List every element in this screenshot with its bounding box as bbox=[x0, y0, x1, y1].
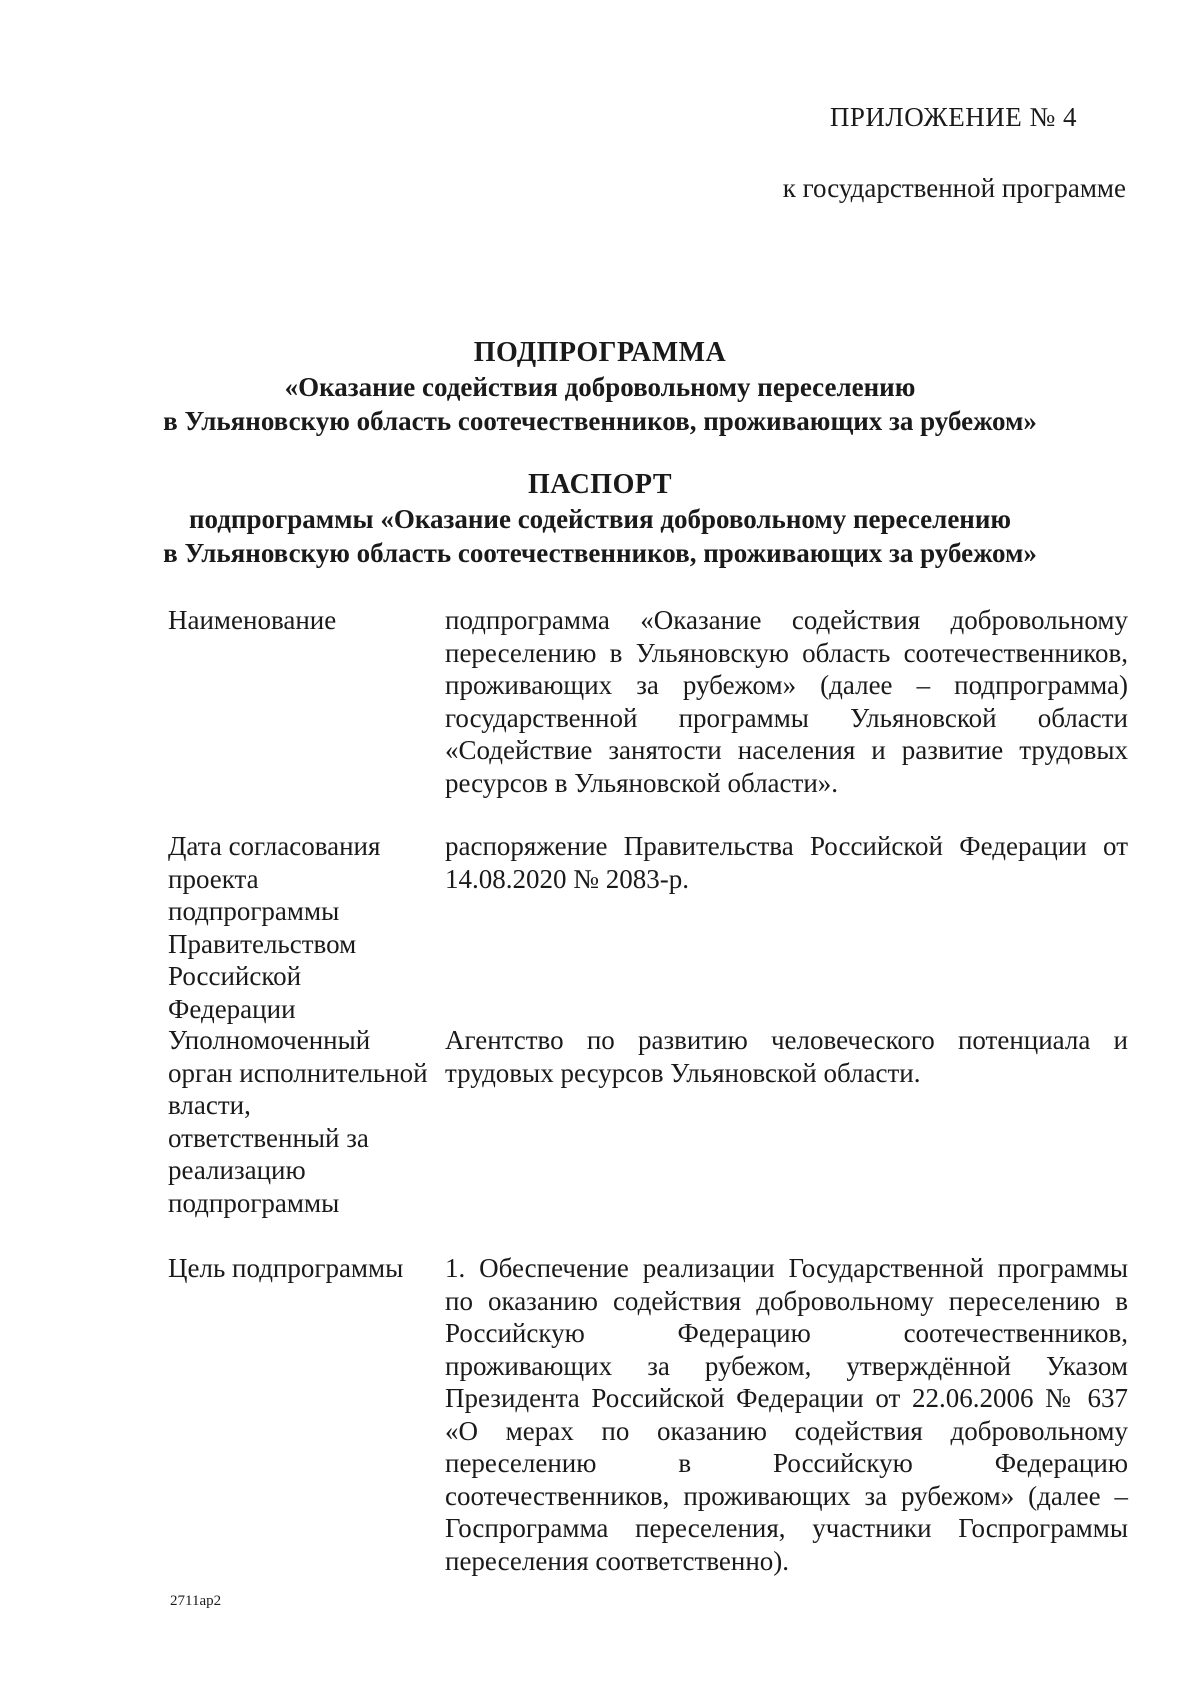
subprogram-title-line-3: в Ульяновскую область соотечественников, проживающих за рубежом» bbox=[163, 406, 1037, 436]
row-value: распоряжение Правительства Российской Федерации от 14.08.2020 № 2083-р. bbox=[445, 831, 1128, 894]
row-label: Уполномоченный орган исполнительной власти, ответственный за реализацию подпрограммы bbox=[168, 1025, 428, 1218]
row-value: Агентство по развитию человеческого потенциала и трудовых ресурсов Ульяновской области. bbox=[445, 1025, 1128, 1088]
row-label: Наименование bbox=[168, 605, 337, 635]
passport-heading: ПАСПОРТ bbox=[527, 469, 672, 500]
row-value: подпрограмма «Оказание содействия добровольному переселению в Ульяновскую область соотечественников, проживающих за рубежом» (далее – подпрограмма) государственной программы Ульяновской области «Содействие занятости населения и развитие трудовых ресурсов в Ульяновской области». bbox=[445, 605, 1128, 798]
subprogram-title-line-2: «Оказание содействия добровольному переселению bbox=[284, 372, 916, 402]
document-code: 2711ap2 bbox=[170, 1593, 222, 1609]
subprogram-heading: ПОДПРОГРАММА bbox=[473, 337, 727, 368]
appendix-number: ПРИЛОЖЕНИЕ № 4 bbox=[829, 102, 1077, 132]
subprogram-title bbox=[0, 336, 1200, 438]
passport-title-line-3: в Ульяновскую область соотечественников, проживающих за рубежом» bbox=[163, 538, 1037, 568]
row-label: Дата согласования проекта подпрограммы Правительством Российской Федерации bbox=[168, 831, 381, 1024]
row-value: 1. Обеспечение реализации Государственной программы по оказанию содействия добровольному переселению в Российскую Федерацию соотечественников, проживающих за рубежом, утверждённой Указом Президента Российской Федерации от 22.06.2006 № 637 «О мерах по оказанию содействия добровольному переселению в Российскую Федерацию соотечественников, проживающих за рубежом» (далее – Госпрограмма переселения, участники Госпрограммы переселения соответственно). bbox=[445, 1253, 1128, 1576]
passport-title-line-2: подпрограммы «Оказание содействия добровольному переселению bbox=[188, 504, 1012, 534]
appendix-subtitle: к государственной программе bbox=[782, 173, 1126, 203]
passport-title bbox=[0, 468, 1200, 570]
row-label: Цель подпрограммы bbox=[168, 1253, 404, 1283]
